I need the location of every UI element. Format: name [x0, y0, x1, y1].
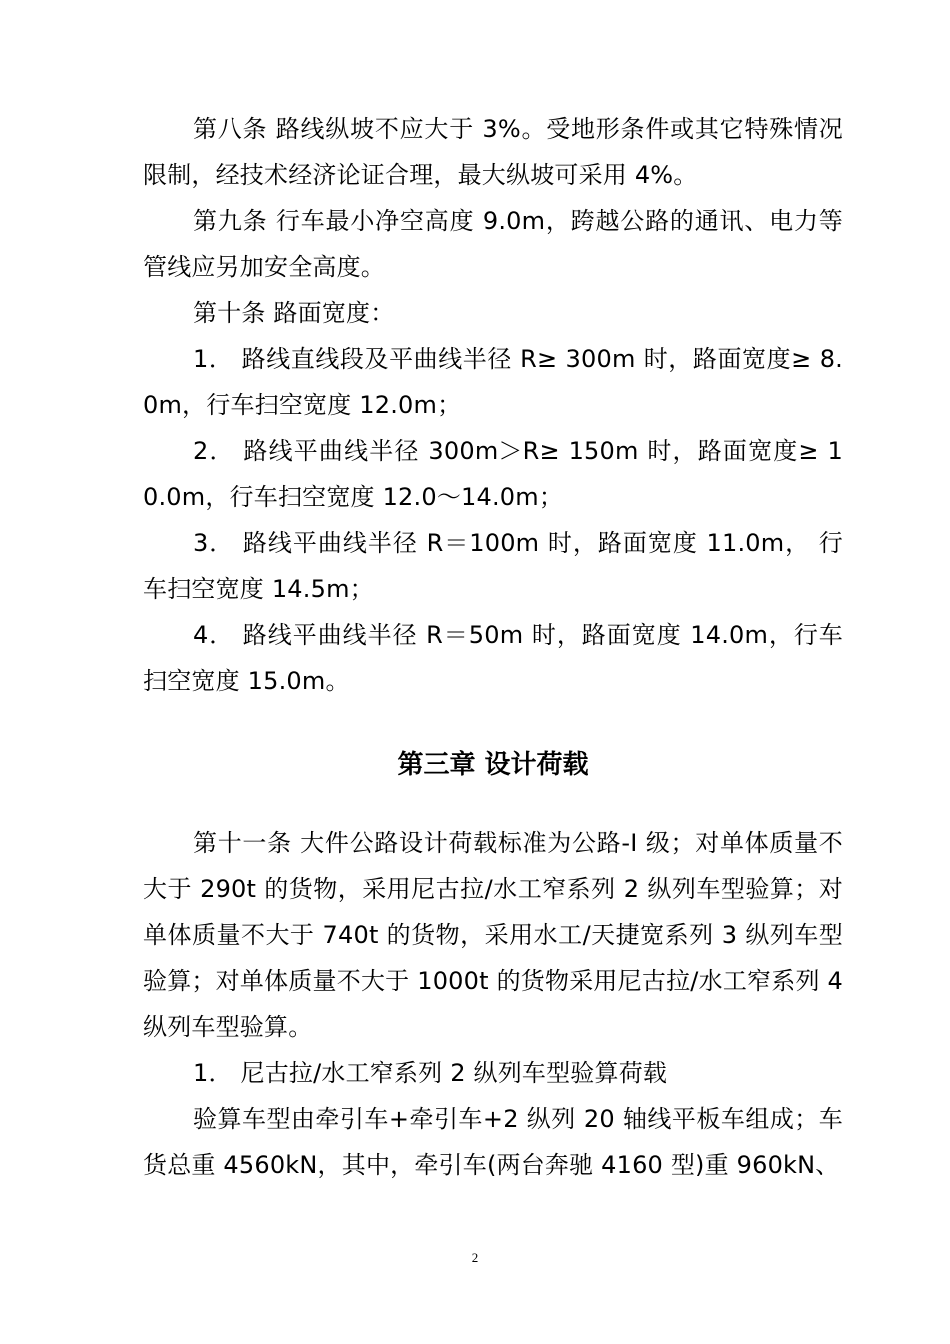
article-8-paragraph: 第八条 路线纵坡不应大于 3%。受地形条件或其它特殊情况限制，经技术经济论证合理，最大纵坡可采用 4%。: [143, 115, 843, 189]
list-item-4: 4． 路线平曲线半径 R＝50m 时，路面宽度 14.0m，行车扫空宽度 15.0m。: [143, 621, 843, 695]
list-item-3: 3． 路线平曲线半径 R＝100m 时，路面宽度 11.0m， 行车扫空宽度 14.5m；: [143, 529, 843, 603]
article-10-paragraph: 第十条 路面宽度：: [193, 299, 395, 327]
page-number: 2: [471, 1250, 479, 1265]
article-9-paragraph: 第九条 行车最小净空高度 9.0m，跨越公路的通讯、电力等管线应另加安全高度。: [143, 207, 843, 281]
article-11-paragraph: 第十一条 大件公路设计荷载标准为公路-I 级；对单体质量不大于 290t 的货物，采用尼古拉/水工窄系列 2 纵列车型验算；对单体质量不大于 740t 的货物，采用水工/天捷宽系列 3 纵列车型验算；对单体质量不大于 1000t 的货物采用尼古拉/水工窄系列 4 纵列车型验算。: [143, 829, 843, 1041]
document-page: [143, 106, 843, 1188]
chapter-title: 第三章 设计荷载: [397, 750, 589, 780]
list-item-1: 1． 路线直线段及平曲线半径 R≥ 300m 时，路面宽度≥ 8.0m，行车扫空宽度 12.0m；: [143, 345, 843, 419]
subsection-1-heading: 1． 尼古拉/水工窄系列 2 纵列车型验算荷载: [193, 1059, 668, 1087]
vehicle-description-paragraph: 验算车型由牵引车+牵引车+2 纵列 20 轴线平板车组成；车货总重 4560kN，其中，牵引车(两台奔驰 4160 型)重 960kN、: [143, 1105, 843, 1179]
list-item-2: 2． 路线平曲线半径 300m＞R≥ 150m 时，路面宽度≥ 10.0m，行车扫空宽度 12.0～14.0m；: [143, 437, 843, 511]
